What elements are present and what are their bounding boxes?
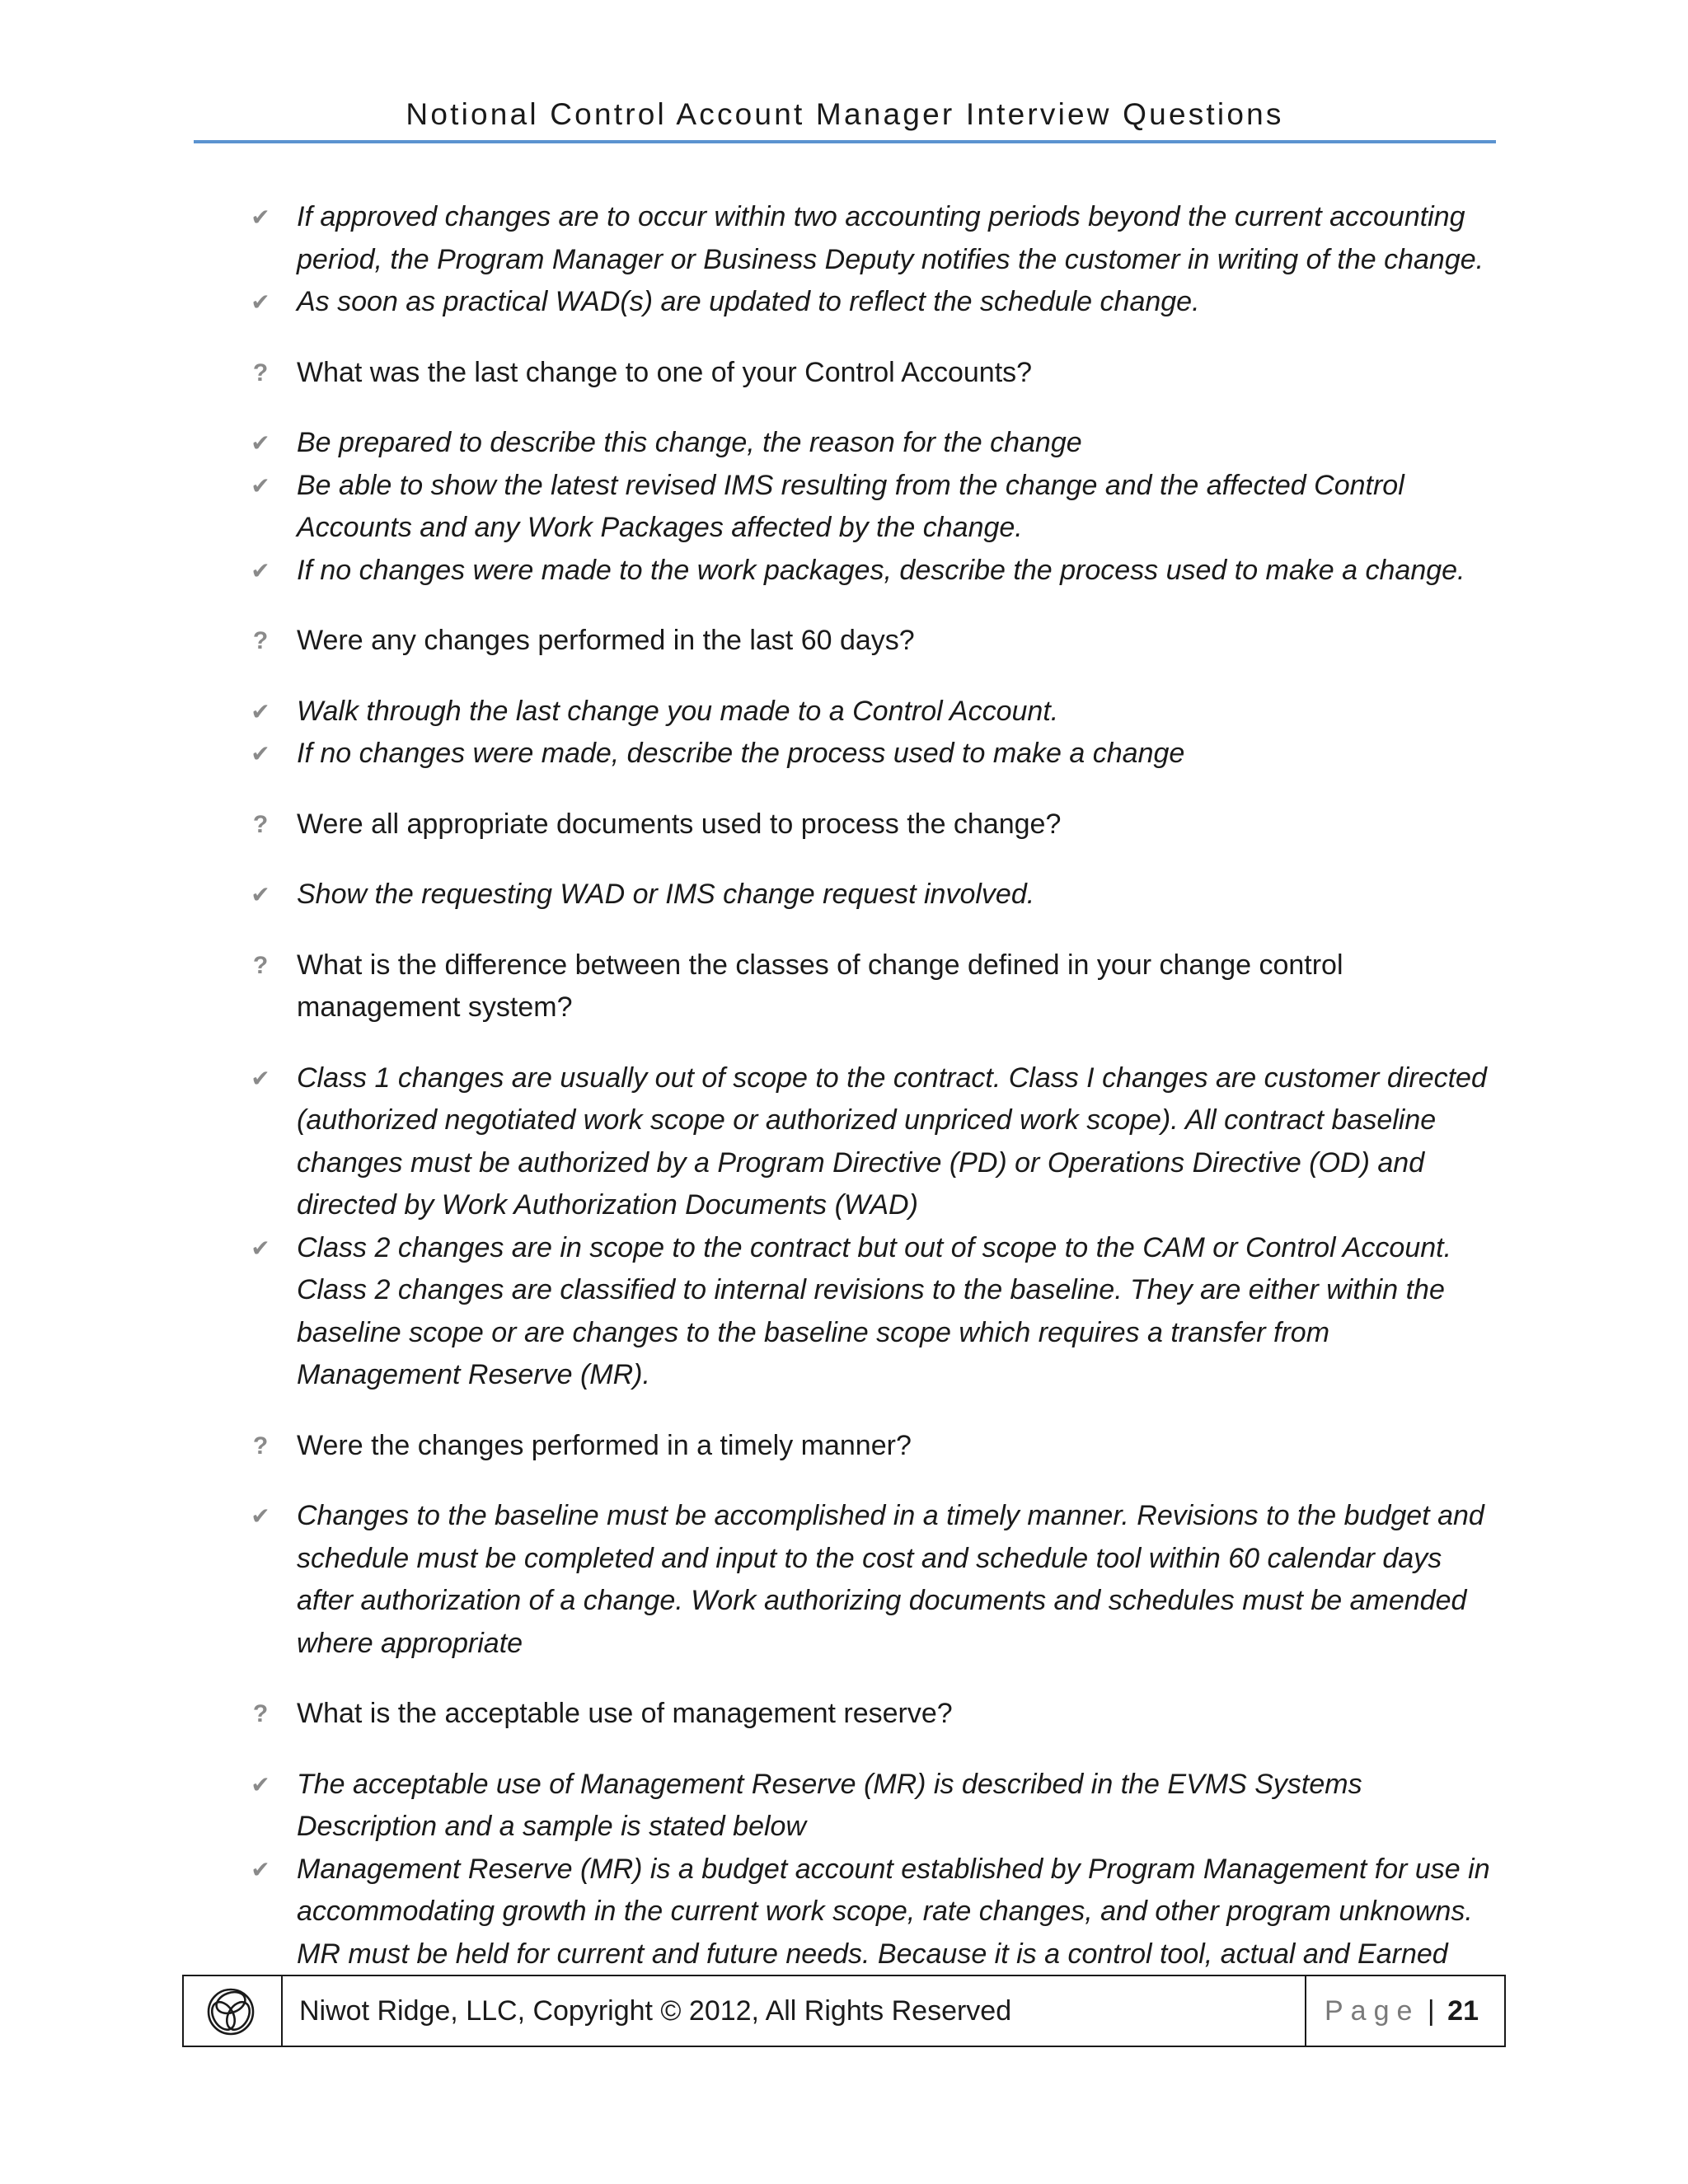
question-text: Were the changes performed in a timely manner? <box>297 1429 912 1461</box>
question-mark-icon: ? <box>252 627 269 654</box>
footer-page-indicator <box>1305 1976 1506 2046</box>
answer-item <box>244 733 1497 776</box>
question-text: Were any changes performed in the last 60 days? <box>297 625 915 656</box>
question-text: What is the acceptable use of management reserve? <box>297 1698 953 1729</box>
answer-item <box>244 281 1497 324</box>
answer-text: Be able to show the latest revised IMS resulting from the change and the affected Control Accounts and any Work Packages affected by the change. <box>297 469 1404 543</box>
question-item <box>244 1425 1497 1468</box>
question-mark-icon: ? <box>252 951 269 979</box>
page-separator: | <box>1427 1995 1435 2027</box>
answer-text: Class 2 changes are in scope to the contract but out of scope to the CAM or Control Account. Class 2 changes are classified to internal revisions to the baseline. They are either within the baseline scope or are changes to the baseline scope which requires a transfer from Management Reserve (MR). <box>297 1231 1452 1390</box>
document-body <box>244 196 1497 1975</box>
question-text: What is the difference between the classes of change defined in your change control management system? <box>297 949 1343 1023</box>
page-number: 21 <box>1447 1995 1479 2027</box>
footer-logo-cell <box>184 1976 283 2046</box>
answer-text: Walk through the last change you made to a Control Account. <box>297 695 1059 727</box>
niwot-ridge-logo-icon <box>202 1985 260 2037</box>
answer-text: As soon as practical WAD(s) are updated to reflect the schedule change. <box>297 286 1200 317</box>
answer-item <box>244 422 1497 465</box>
checkmark-icon: ✔ <box>251 1065 270 1091</box>
answer-text: If approved changes are to occur within two accounting periods beyond the current accounting period, the Program Manager or Business Deputy notifies the customer in writing of the change. <box>297 201 1484 275</box>
answer-text: The acceptable use of Management Reserve (MR) is described in the EVMS Systems Description and a sample is stated below <box>297 1768 1362 1842</box>
answer-text: If no changes were made, describe the process used to make a change <box>297 738 1185 769</box>
checkmark-icon: ✔ <box>251 430 270 456</box>
question-mark-icon: ? <box>252 1700 269 1727</box>
page-title: Notional Control Account Manager Interview Questions <box>406 97 1284 131</box>
page-footer <box>182 1975 1506 2047</box>
question-text: Were all appropriate documents used to process the change? <box>297 808 1062 840</box>
checkmark-icon: ✔ <box>251 557 270 583</box>
header-rule <box>194 140 1496 143</box>
answer-item <box>244 1495 1497 1665</box>
question-mark-icon: ? <box>252 359 269 387</box>
answer-item <box>244 691 1497 733</box>
footer-copyright: Niwot Ridge, LLC, Copyright © 2012, All Rights Reserved <box>299 1995 1012 2027</box>
question-mark-icon: ? <box>252 1432 269 1460</box>
answer-item <box>244 465 1497 550</box>
question-item <box>244 944 1497 1029</box>
answer-item <box>244 1849 1497 1976</box>
answer-item <box>244 1057 1497 1227</box>
checkmark-icon: ✔ <box>251 882 270 907</box>
checkmark-icon: ✔ <box>251 1771 270 1797</box>
question-item <box>244 620 1497 663</box>
answer-item <box>244 1227 1497 1397</box>
checkmark-icon: ✔ <box>251 741 270 766</box>
answer-item <box>244 874 1497 916</box>
answer-item <box>244 196 1497 281</box>
answer-text: Class 1 changes are usually out of scope to the contract. Class I changes are customer directed (authorized negotiated work scope or authorized unpriced work scope). All contract baseline changes must be authorized by a Program Directive (PD) or Operations Directive (OD) and directed by Work Authorization Documents (WAD) <box>297 1062 1487 1221</box>
question-item <box>244 352 1497 395</box>
page-label: Page <box>1325 1995 1420 2027</box>
question-text: What was the last change to one of your Control Accounts? <box>297 356 1033 388</box>
answer-item <box>244 1764 1497 1849</box>
answer-text: Show the requesting WAD or IMS change request involved. <box>297 879 1035 910</box>
checkmark-icon: ✔ <box>251 204 270 230</box>
answer-text: If no changes were made to the work packages, describe the process used to make a change. <box>297 554 1465 586</box>
answer-text: Changes to the baseline must be accomplished in a timely manner. Revisions to the budget and schedule must be completed and input to the cost and schedule tool within 60 calendar days after authorization of a change. Work authorizing documents and schedules must be amended where appropriate <box>297 1500 1484 1659</box>
question-mark-icon: ? <box>252 810 269 838</box>
checkmark-icon: ✔ <box>251 472 270 499</box>
checkmark-icon: ✔ <box>251 1235 270 1261</box>
checkmark-icon: ✔ <box>251 1503 270 1529</box>
answer-text: Be prepared to describe this change, the reason for the change <box>297 427 1082 458</box>
checkmark-icon: ✔ <box>251 1856 270 1882</box>
question-item <box>244 804 1497 846</box>
answer-item <box>244 550 1497 593</box>
checkmark-icon: ✔ <box>251 698 270 724</box>
question-item <box>244 1693 1497 1736</box>
checkmark-icon: ✔ <box>251 289 270 315</box>
answer-text: Management Reserve (MR) is a budget account established by Program Management for use in accommodating growth in the current work scope, rate changes, and other program unknowns. MR must be held for current and future needs. Because it is a control tool, actual and Earned <box>297 1853 1490 1970</box>
